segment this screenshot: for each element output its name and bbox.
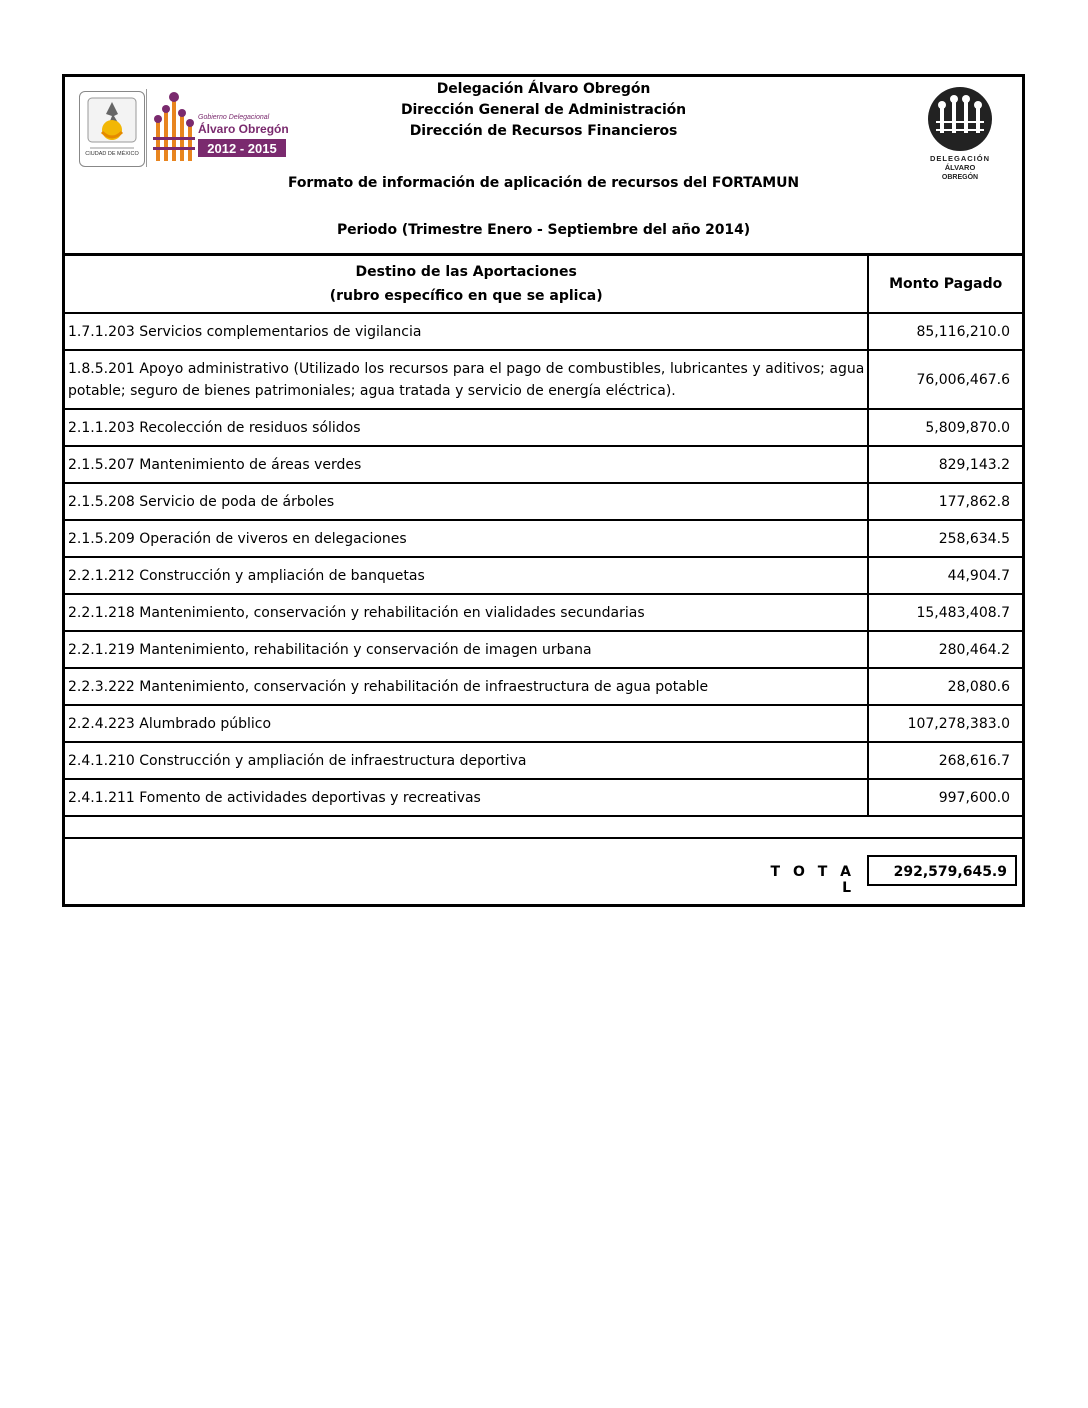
row-description: 2.1.1.203 Recolección de residuos sólidos (65, 409, 868, 446)
row-description: 1.7.1.203 Servicios complementarios de vigilancia (65, 313, 868, 350)
alvaro-obregon-logo-line1: Gobierno Delegacional (198, 114, 270, 121)
table-row (65, 350, 1022, 409)
column-header-monto: Monto Pagado (868, 256, 1022, 313)
table-row (65, 631, 1022, 668)
row-amount: 28,080.6 (868, 668, 1022, 705)
row-description: 2.1.5.208 Servicio de poda de árboles (65, 483, 868, 520)
row-amount: 15,483,408.7 (868, 594, 1022, 631)
aportaciones-table (65, 256, 1022, 817)
header-line-delegacion: Delegación Álvaro Obregón (436, 81, 651, 97)
row-description: 2.4.1.211 Fomento de actividades deportivas y recreativas (65, 779, 868, 816)
table-bottom-line (65, 837, 1022, 839)
table-row (65, 557, 1022, 594)
table-row (65, 668, 1022, 705)
row-amount: 280,464.2 (868, 631, 1022, 668)
total-amount: 292,579,645.9 (867, 855, 1017, 886)
row-description: 2.1.5.207 Mantenimiento de áreas verdes (65, 446, 868, 483)
row-amount: 76,006,467.6 (868, 350, 1022, 409)
row-description: 2.2.1.218 Mantenimiento, conservación y rehabilitación en vialidades secundarias (65, 594, 868, 631)
document-header (65, 77, 1022, 256)
row-description: 1.8.5.201 Apoyo administrativo (Utilizado los recursos para el pago de combustibles, lubricantes y aditivos; agua potable; seguro de bienes patrimoniales; agua tratada y servicio de energía eléctrica). (65, 350, 868, 409)
table-row (65, 313, 1022, 350)
row-amount: 829,143.2 (868, 446, 1022, 483)
row-description: 2.2.4.223 Alumbrado público (65, 705, 868, 742)
row-amount: 5,809,870.0 (868, 409, 1022, 446)
row-amount: 44,904.7 (868, 557, 1022, 594)
table-row (65, 742, 1022, 779)
row-amount: 268,616.7 (868, 742, 1022, 779)
table-header-row (65, 256, 1022, 313)
format-title: Formato de información de aplicación de recursos del FORTAMUN (288, 175, 799, 191)
alvaro-obregon-logo-line3: 2012 - 2015 (207, 141, 277, 156)
delegacion-logo-line1: DELEGACIÓN (929, 154, 991, 163)
row-description: 2.2.3.222 Mantenimiento, conservación y rehabilitación de infraestructura de agua potable (65, 668, 868, 705)
header-line-direccion-general: Dirección General de Administración (400, 102, 687, 118)
table-row (65, 446, 1022, 483)
table-row (65, 520, 1022, 557)
row-description: 2.1.5.209 Operación de viveros en delegaciones (65, 520, 868, 557)
table-row (65, 779, 1022, 816)
column-header-destino-line2: (rubro específico en que se aplica) (329, 288, 603, 304)
alvaro-obregon-logo-line2: Álvaro Obregón (198, 122, 289, 136)
document-frame (62, 74, 1025, 907)
table-row (65, 594, 1022, 631)
delegacion-logo-line3: OBREGÓN (941, 174, 979, 181)
table-row (65, 705, 1022, 742)
row-amount: 997,600.0 (868, 779, 1022, 816)
table-row (65, 409, 1022, 446)
row-description: 2.2.1.219 Mantenimiento, rehabilitación y conservación de imagen urbana (65, 631, 868, 668)
row-amount: 85,116,210.0 (868, 313, 1022, 350)
header-line-direccion-recursos: Dirección de Recursos Financieros (409, 123, 678, 139)
period-label: Periodo (Trimestre Enero - Septiembre del año 2014) (336, 222, 751, 238)
column-header-destino (65, 256, 868, 313)
column-header-destino-line1: Destino de las Aportaciones (355, 264, 577, 280)
total-label: T O T A L (770, 864, 855, 896)
cdmx-logo-text: CIUDAD DE MÉXICO (85, 151, 139, 157)
row-amount: 258,634.5 (868, 520, 1022, 557)
row-description: 2.2.1.212 Construcción y ampliación de banquetas (65, 557, 868, 594)
row-amount: 177,862.8 (868, 483, 1022, 520)
table-row (65, 483, 1022, 520)
row-amount: 107,278,383.0 (868, 705, 1022, 742)
delegacion-logo-line2: ÁLVARO (944, 163, 976, 172)
row-description: 2.4.1.210 Construcción y ampliación de infraestructura deportiva (65, 742, 868, 779)
